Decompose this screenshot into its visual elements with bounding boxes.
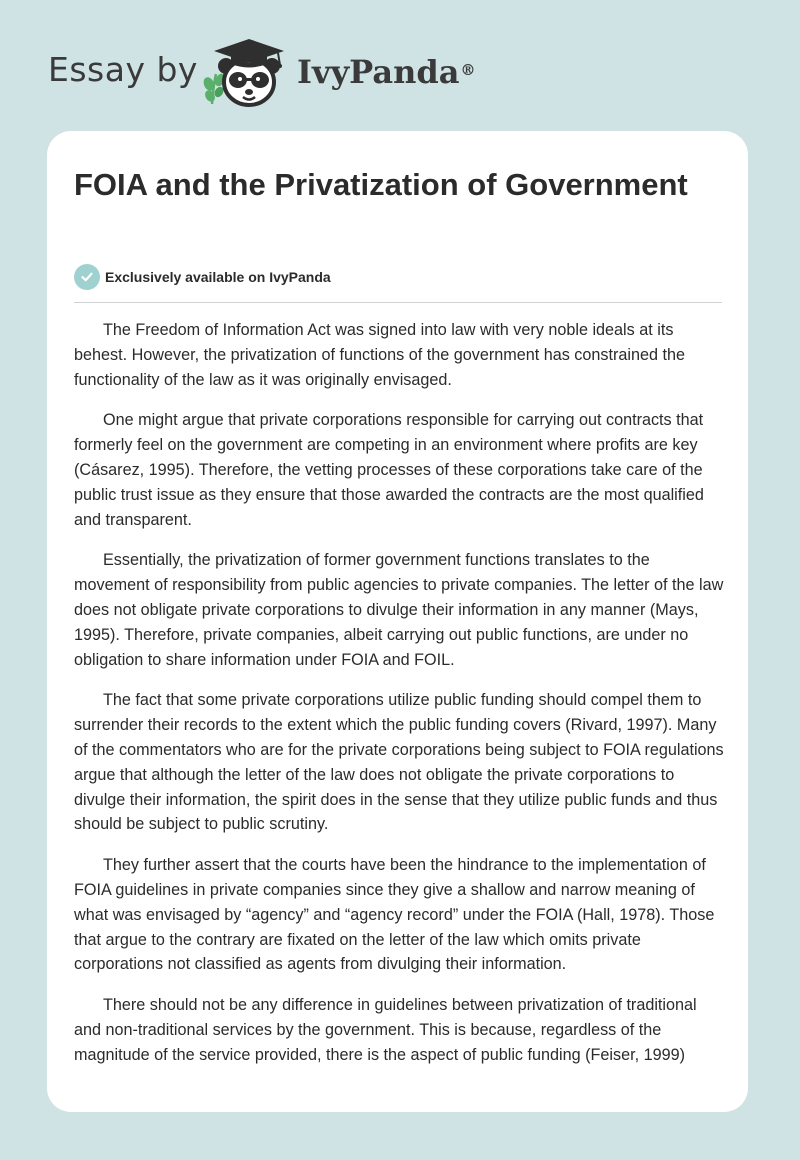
paragraph: Essentially, the privatization of former government functions translates to the movement of responsibility from public agencies to private companies. The letter of the law does not obligate private corporations to divulge their information in any manner (Mays, 1995). Therefore, private companies, albeit carrying out public functions, are under no obligation to share information under FOIA and FOIL. [74, 551, 724, 669]
paragraph: The fact that some private corporations utilize public funding should compel them to surrender their records to the extent which the public funding covers (Rivard, 1997). Many of the commentators who are for the private corporations being subject to FOIA regulations argue that although the letter of the law does not obligate the private corporations to divulge their information, the spirit does in the sense that they utilize public funds and thus should be subject to public scrutiny. [74, 691, 724, 834]
brand-prefix: Essay by [48, 50, 198, 89]
exclusive-badge [74, 263, 331, 291]
page-title: FOIA and the Privatization of Government [74, 167, 688, 202]
check-circle-icon [74, 264, 100, 290]
essay-body [74, 318, 724, 1084]
site-header [0, 0, 800, 130]
badge-text: Exclusively available on IvyPanda [105, 269, 331, 285]
panda-graduate-icon[interactable] [198, 34, 298, 110]
paragraph: The Freedom of Information Act was signed into law with very noble ideals at its behest. However, the privatization of functions of the government has constrained the functionality of the law as it was originally envisaged. [74, 321, 685, 389]
brand-name[interactable] [297, 52, 475, 92]
paragraph: They further assert that the courts have been the hindrance to the implementation of FOIA guidelines in private companies since they give a shallow and narrow meaning of what was envisaged by “agency” and “agency record” under the FOIA (Hall, 1978). Those that argue to the contrary are fixated on the letter of the law which omits private corporations not classified as agents from divulging their information. [74, 856, 715, 974]
paragraph: There should not be any difference in guidelines between privatization of traditional and non-traditional services by the government. This is because, regardless of the magnitude of the service provided, there is the aspect of public funding (Feiser, 1999) [74, 996, 697, 1064]
divider [74, 302, 722, 303]
essay-card [47, 131, 748, 1112]
brand-name-text: IvyPanda [297, 53, 460, 91]
registered-mark: ® [460, 61, 476, 79]
paragraph: One might argue that private corporations responsible for carrying out contracts that formerly feel on the government are competing in an environment where profits are key (Cásarez, 1995). Therefore, the vetting processes of these corporations take care of the public trust issue as they ensure that those awarded the contracts are the most qualified and transparent. [74, 411, 704, 529]
